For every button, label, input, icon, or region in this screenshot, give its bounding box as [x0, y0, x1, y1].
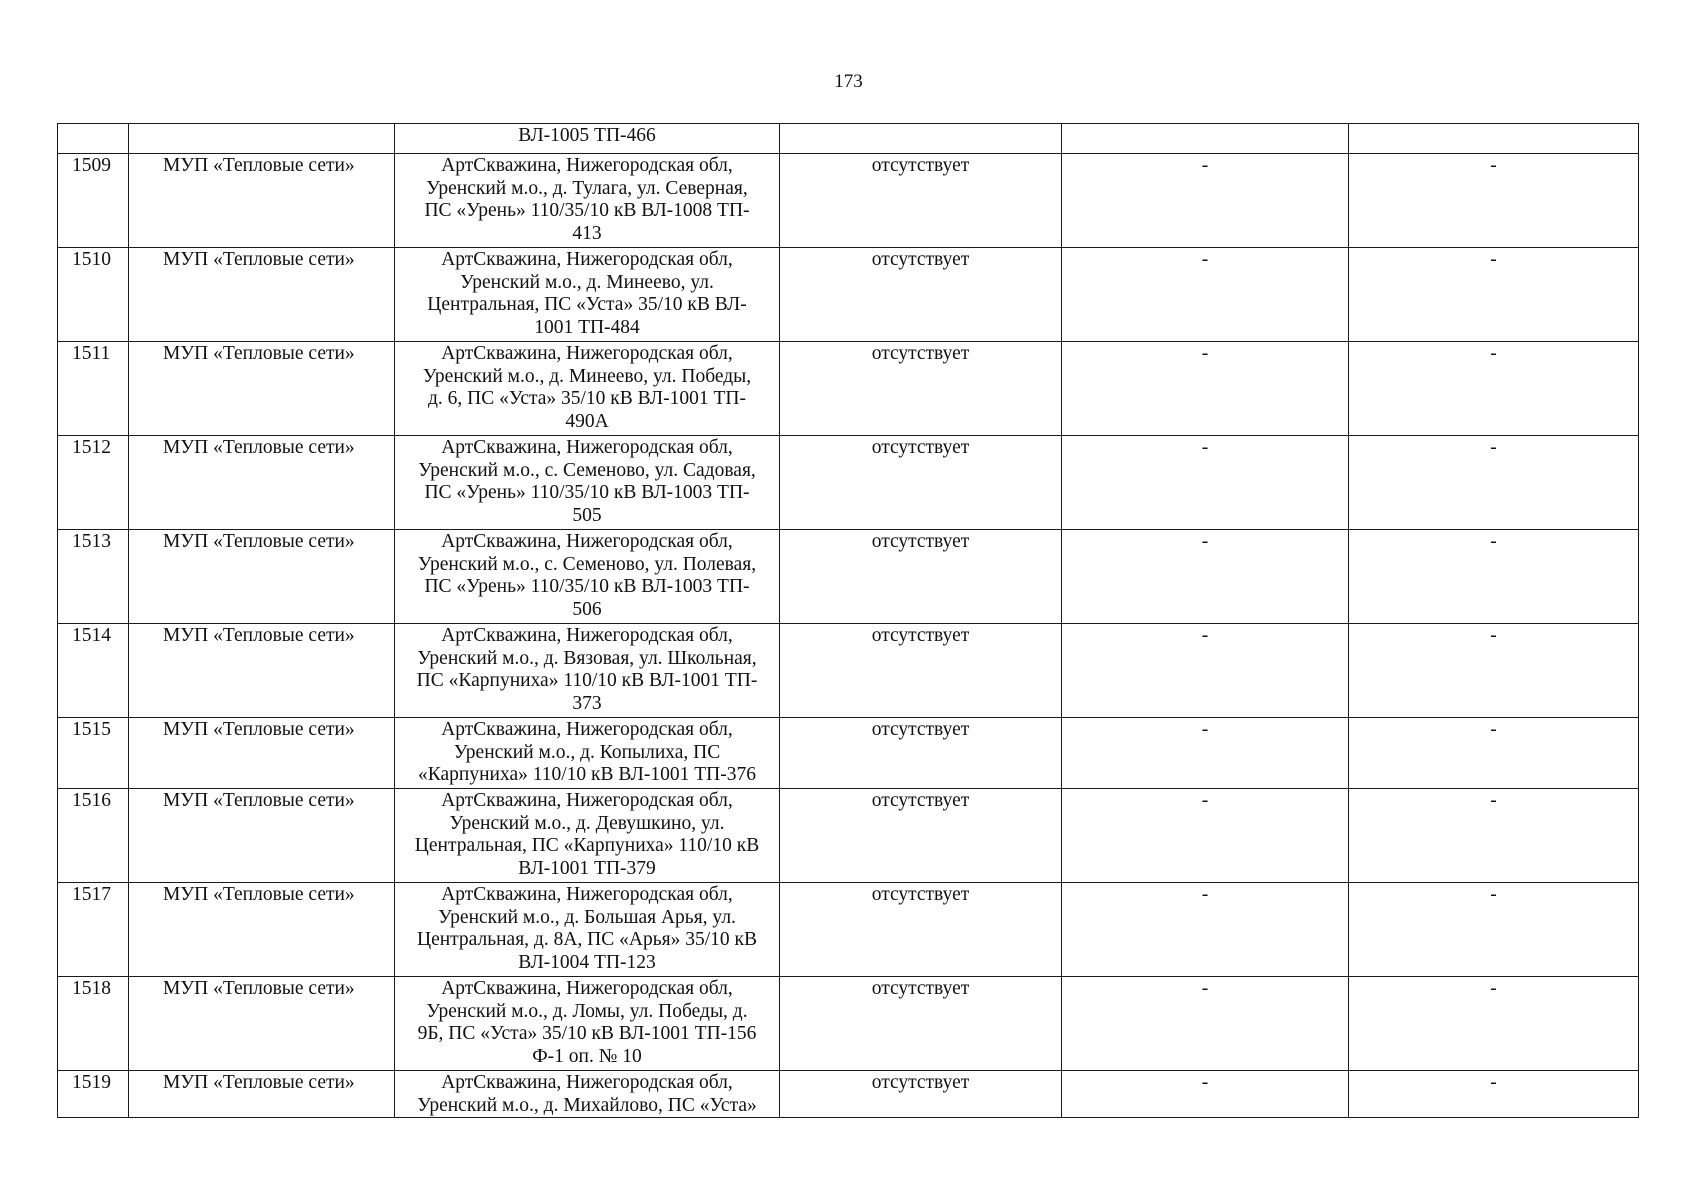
- row-number-cell: 1517: [58, 883, 129, 977]
- registry-table: [57, 123, 1639, 1118]
- column-5-cell: -: [1062, 977, 1349, 1071]
- table-row: [58, 436, 1639, 530]
- row-number-cell: 1509: [58, 154, 129, 248]
- column-6-cell: -: [1349, 530, 1639, 624]
- column-5-cell: -: [1062, 154, 1349, 248]
- status-cell: отсутствует: [780, 789, 1062, 883]
- column-5-cell: -: [1062, 1071, 1349, 1118]
- address-cell: АртСкважина, Нижегородская обл, Уренский м.о., д. Вязовая, ул. Школьная, ПС «Карпуниха» 110/10 кВ ВЛ-1001 ТП- 373: [395, 624, 780, 718]
- address-cell: АртСкважина, Нижегородская обл, Уренский м.о., д. Девушкино, ул. Центральная, ПС «Карпуниха» 110/10 кВ ВЛ-1001 ТП-379: [395, 789, 780, 883]
- row-number-cell: 1519: [58, 1071, 129, 1118]
- table-row: [58, 789, 1639, 883]
- address-cell: АртСкважина, Нижегородская обл, Уренский м.о., д. Михайлово, ПС «Уста»: [395, 1071, 780, 1118]
- column-6-cell: -: [1349, 248, 1639, 342]
- table-row: [58, 530, 1639, 624]
- status-cell: отсутствует: [780, 977, 1062, 1071]
- column-5-cell: -: [1062, 248, 1349, 342]
- address-cell: ВЛ-1005 ТП-466: [395, 124, 780, 154]
- column-6-cell: -: [1349, 342, 1639, 436]
- column-6-cell: -: [1349, 789, 1639, 883]
- row-number-cell: 1513: [58, 530, 129, 624]
- status-cell: отсутствует: [780, 154, 1062, 248]
- status-cell: отсутствует: [780, 718, 1062, 789]
- organization-cell: МУП «Тепловые сети»: [129, 436, 395, 530]
- page-number: 173: [834, 71, 863, 92]
- table-row: [58, 154, 1639, 248]
- status-cell: отсутствует: [780, 1071, 1062, 1118]
- organization-cell: МУП «Тепловые сети»: [129, 718, 395, 789]
- status-cell: отсутствует: [780, 436, 1062, 530]
- column-5-cell: -: [1062, 530, 1349, 624]
- column-6-cell: -: [1349, 1071, 1639, 1118]
- column-6-cell: [1349, 124, 1639, 154]
- organization-cell: МУП «Тепловые сети»: [129, 1071, 395, 1118]
- column-6-cell: -: [1349, 718, 1639, 789]
- row-number-cell: 1516: [58, 789, 129, 883]
- row-number-cell: 1512: [58, 436, 129, 530]
- row-number-cell: [58, 124, 129, 154]
- row-number-cell: 1511: [58, 342, 129, 436]
- address-cell: АртСкважина, Нижегородская обл, Уренский м.о., д. Копылиха, ПС «Карпуниха» 110/10 кВ ВЛ-1001 ТП-376: [395, 718, 780, 789]
- table-row: [58, 624, 1639, 718]
- status-cell: отсутствует: [780, 530, 1062, 624]
- address-cell: АртСкважина, Нижегородская обл, Уренский м.о., с. Семеново, ул. Полевая, ПС «Урень» 110/35/10 кВ ВЛ-1003 ТП- 506: [395, 530, 780, 624]
- column-5-cell: -: [1062, 789, 1349, 883]
- organization-cell: МУП «Тепловые сети»: [129, 342, 395, 436]
- table-row: [58, 977, 1639, 1071]
- status-cell: отсутствует: [780, 342, 1062, 436]
- organization-cell: МУП «Тепловые сети»: [129, 248, 395, 342]
- organization-cell: МУП «Тепловые сети»: [129, 624, 395, 718]
- row-number-cell: 1518: [58, 977, 129, 1071]
- organization-cell: МУП «Тепловые сети»: [129, 883, 395, 977]
- column-5-cell: -: [1062, 436, 1349, 530]
- column-5-cell: -: [1062, 342, 1349, 436]
- organization-cell: [129, 124, 395, 154]
- table-row: [58, 342, 1639, 436]
- table-row: [58, 883, 1639, 977]
- table-row: [58, 1071, 1639, 1118]
- organization-cell: МУП «Тепловые сети»: [129, 789, 395, 883]
- row-number-cell: 1514: [58, 624, 129, 718]
- column-6-cell: -: [1349, 977, 1639, 1071]
- status-cell: отсутствует: [780, 248, 1062, 342]
- status-cell: отсутствует: [780, 624, 1062, 718]
- status-cell: отсутствует: [780, 883, 1062, 977]
- column-5-cell: -: [1062, 883, 1349, 977]
- column-6-cell: -: [1349, 883, 1639, 977]
- row-number-cell: 1515: [58, 718, 129, 789]
- column-6-cell: -: [1349, 624, 1639, 718]
- table-row: [58, 124, 1639, 154]
- address-cell: АртСкважина, Нижегородская обл, Уренский м.о., с. Семеново, ул. Садовая, ПС «Урень» 110/35/10 кВ ВЛ-1003 ТП- 505: [395, 436, 780, 530]
- address-cell: АртСкважина, Нижегородская обл, Уренский м.о., д. Тулага, ул. Северная, ПС «Урень» 110/35/10 кВ ВЛ-1008 ТП- 413: [395, 154, 780, 248]
- address-cell: АртСкважина, Нижегородская обл, Уренский м.о., д. Ломы, ул. Победы, д. 9Б, ПС «Уста» 35/10 кВ ВЛ-1001 ТП-156 Ф-1 оп. № 10: [395, 977, 780, 1071]
- column-6-cell: -: [1349, 154, 1639, 248]
- column-5-cell: [1062, 124, 1349, 154]
- organization-cell: МУП «Тепловые сети»: [129, 154, 395, 248]
- column-5-cell: -: [1062, 624, 1349, 718]
- address-cell: АртСкважина, Нижегородская обл, Уренский м.о., д. Большая Арья, ул. Центральная, д. 8А, ПС «Арья» 35/10 кВ ВЛ-1004 ТП-123: [395, 883, 780, 977]
- organization-cell: МУП «Тепловые сети»: [129, 977, 395, 1071]
- row-number-cell: 1510: [58, 248, 129, 342]
- table-row: [58, 248, 1639, 342]
- address-cell: АртСкважина, Нижегородская обл, Уренский м.о., д. Минеево, ул. Победы, д. 6, ПС «Уста» 35/10 кВ ВЛ-1001 ТП- 490А: [395, 342, 780, 436]
- table-row: [58, 718, 1639, 789]
- column-6-cell: -: [1349, 436, 1639, 530]
- status-cell: [780, 124, 1062, 154]
- address-cell: АртСкважина, Нижегородская обл, Уренский м.о., д. Минеево, ул. Центральная, ПС «Уста» 35/10 кВ ВЛ- 1001 ТП-484: [395, 248, 780, 342]
- organization-cell: МУП «Тепловые сети»: [129, 530, 395, 624]
- column-5-cell: -: [1062, 718, 1349, 789]
